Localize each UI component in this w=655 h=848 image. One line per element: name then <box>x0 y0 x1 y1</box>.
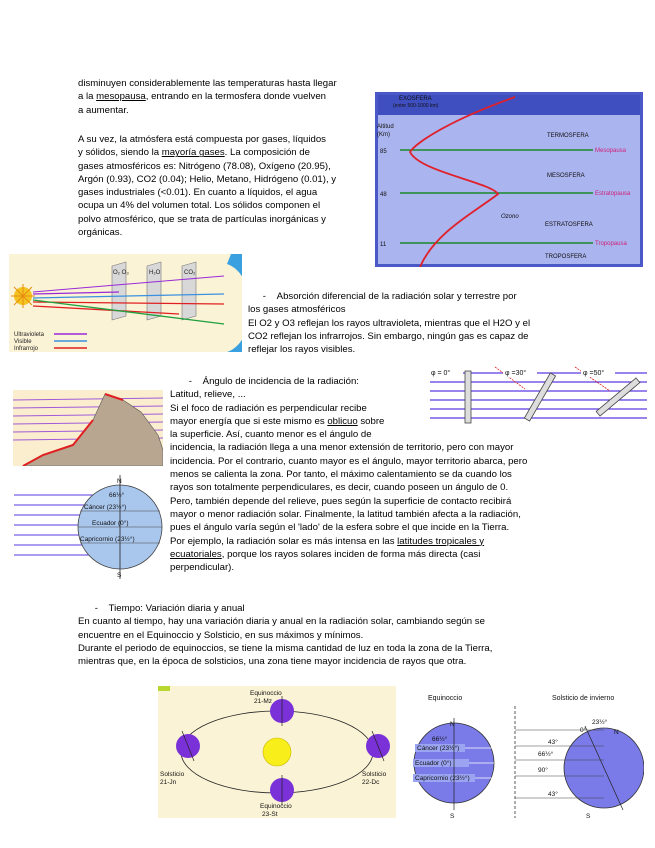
text-line: mientras que, en la época de solsticios, una zona tiene mayor incidencia de rayos que otra. <box>78 656 467 668</box>
gas-label-o2-o3: O₂ O₃ <box>113 270 129 276</box>
equinox-bottom-date: 23-St <box>262 811 278 818</box>
text-line: la superficie. Así, cuanto menor es el ángulo de <box>170 429 372 441</box>
exosfera-sub-label: (entre 500-1000 km) <box>393 103 439 109</box>
text-line: ocupa un 4% del volumen total. Los sólidos componen el <box>78 200 321 212</box>
sun-icon <box>263 738 291 766</box>
gas-absorption-figure <box>9 254 242 352</box>
angle-23-label: 23½° <box>592 719 608 726</box>
estratopausa-label: Estratopausa <box>595 191 631 197</box>
angle-43-label: 43° <box>548 739 558 746</box>
text-line: encuentre en el Equinoccio y Solsticio, en sus máximos y mínimos. <box>78 629 364 641</box>
text-line: orgánicas. <box>78 227 123 239</box>
angle-0-label: 0° <box>580 727 587 734</box>
legend-visible: Visible <box>14 339 32 345</box>
text-line: pues el ángulo varía según el 'lado' de la esfera sobre el que incide en la Tierra. <box>170 522 510 534</box>
angle-30-label: φ =30° <box>505 370 527 377</box>
km-label: (Km) <box>377 132 390 138</box>
lat-cancer-label: Cáncer (23½°) <box>84 504 127 511</box>
text-line: a aumentar. <box>78 104 129 116</box>
text-line: reflejar los rayos visibles. <box>248 344 356 356</box>
termosfera-label: TERMOSFERA <box>547 133 589 139</box>
text-line: El O2 y O3 reflejan los rayos ultravioleta, mientras que el H2O y el <box>248 317 531 329</box>
composition-paragraph <box>78 133 373 239</box>
south-label: S <box>450 813 455 820</box>
mesosfera-label: MESOSFERA <box>547 173 585 179</box>
legend-infrared: Infrarrojo <box>14 346 39 352</box>
solstice-north-label: N <box>614 729 619 736</box>
text-line: y sólidos, siendo la mayoría gases. La composición de <box>78 147 310 159</box>
lat-ecuador-label: Ecuador (0°) <box>92 520 129 527</box>
solstice-title: Solsticio de invierno <box>552 695 615 702</box>
angle-0-label: φ = 0° <box>431 370 451 377</box>
text-line: mayor energía que si este mismo es oblicuo sobre <box>170 415 385 427</box>
text-line: rayos son totalmente perpendiculares, es decir, cuando poseen un ángulo de 0. <box>170 482 509 494</box>
text-line: Por ejemplo, la radiación solar es más intensa en las latitudes tropicales y <box>170 535 485 547</box>
north-label: N <box>450 721 455 728</box>
solstice-right-label: Solsticio <box>362 771 387 778</box>
angle-90-label: 90° <box>538 767 548 774</box>
text-line: CO2 reflejan los infrarrojos. Sin embargo, ningún gas es capaz de <box>248 330 529 342</box>
text-line: Si el foco de radiación es perpendicular recibe <box>170 402 367 414</box>
section-heading: - Absorción diferencial de la radiación solar y terrestre por <box>262 291 517 302</box>
text-line: Durante el periodo de equinoccios, se tiene la misma cantidad de luz en toda la zona de la Tierra, <box>78 642 493 654</box>
underlined-term: oblicuo <box>327 415 358 427</box>
tropopausa-label: Tropopausa <box>595 241 627 247</box>
text-line: incidencia, la radiación llega a una menor extensión de territorio, pero con mayor <box>170 442 514 454</box>
south-label: S <box>117 572 122 579</box>
solstice-left-label: Solsticio <box>160 771 185 778</box>
text-line: En cuanto al tiempo, hay una variación diaria y anual en la radiación solar, cambiando según se <box>78 616 485 628</box>
lat-66-label: 66½° <box>109 492 125 499</box>
altitude-85: 85 <box>380 149 387 155</box>
altitude-label: Altitud <box>377 124 394 130</box>
text-line: gases atmosféricos es: Nitrógeno (78.08), Oxígeno (20.95), <box>78 160 331 172</box>
lat-cancer-label: Cáncer (23½°) <box>417 745 460 752</box>
legend-ultraviolet: Ultravioleta <box>14 332 45 338</box>
text-line: disminuyen considerablemente las temperaturas hasta llegar <box>78 78 337 89</box>
text-line: polvo atmosférico, que se trata de partículas inorgánicas y <box>78 213 326 225</box>
earth-orbit-figure <box>158 686 396 818</box>
solstice-right-date: 22-Dc <box>362 779 380 786</box>
troposfera-label: TROPOSFERA <box>545 254 587 260</box>
text-line: Pero, también depende del relieve, pues según la superficie de contacto recibirá <box>170 495 512 507</box>
equinox-bottom-label: Equinoccio <box>260 803 292 810</box>
text-line: menos se calienta la zona. Por tanto, el máximo calentamiento se da cuando los <box>170 469 512 481</box>
text-line: ecuatoriales, porque los rayos solares inciden de forma más directa (casi <box>170 548 481 560</box>
text-line: Argón (0.93), CO2 (0.04); Helio, Metano, Hidrógeno (0.01), y <box>78 173 337 185</box>
text-line: gases industriales (<0.01). En cuanto a líquidos, el agua <box>78 187 318 199</box>
lat-ecuador-label: Ecuador (0°) <box>415 760 452 767</box>
solstice-south-label: S <box>586 813 591 820</box>
equinox-top-label: Equinoccio <box>250 690 282 697</box>
angle-50-label: φ =50° <box>583 370 605 377</box>
equinox-solstice-figure <box>410 688 644 823</box>
gas-label-h2o: H₂O <box>149 270 161 276</box>
exosfera-label: EXOSFERA <box>399 96 432 102</box>
underlined-term: latitudes tropicales y <box>397 535 485 547</box>
altitude-48: 48 <box>380 192 387 198</box>
relief-figure <box>13 390 163 466</box>
section-heading: - Tiempo: Variación diaria y anual <box>94 603 245 614</box>
atmosphere-layers-figure <box>375 92 643 267</box>
section-heading-cont: los gases atmosféricos <box>248 304 346 316</box>
lat-capricornio-label: Capricornio (23½°) <box>80 536 135 543</box>
absorption-section <box>248 290 593 356</box>
time-section <box>78 602 578 668</box>
text-line: perpendicular). <box>170 562 234 574</box>
text-line: A su vez, la atmósfera está compuesta por gases, líquidos <box>78 134 326 145</box>
angle-43b-label: 43° <box>548 791 558 798</box>
intro-paragraph <box>78 77 373 117</box>
underlined-term: mayoría gases <box>161 147 225 159</box>
equinox-title: Equinoccio <box>428 695 463 702</box>
ozono-label: Ozono <box>501 214 519 220</box>
angle-66-label: 66½° <box>538 751 554 758</box>
underlined-term: ecuatoriales <box>170 548 222 560</box>
underlined-term: mesopausa <box>96 91 146 103</box>
text-line: a la mesopausa, entrando en la termosfera donde vuelven <box>78 91 327 103</box>
latitude-globe-figure <box>14 475 164 580</box>
lat-capricornio-label: Capricornio (23½°) <box>415 775 470 782</box>
solstice-left-date: 21-Jn <box>160 779 177 786</box>
section-subheading: Latitud, relieve, ... <box>170 389 246 401</box>
north-label: N <box>117 478 122 485</box>
altitude-11: 11 <box>380 242 387 248</box>
lat-66-label: 66½° <box>432 736 448 743</box>
estratosfera-label: ESTRATOSFERA <box>545 222 593 228</box>
text-line: mayor o menor radiación solar. Finalmente, la latitud también afecta a la radiación, <box>170 508 521 520</box>
mesopausa-label: Mesopausa <box>595 148 627 154</box>
section-heading: - Ángulo de incidencia de la radiación: <box>188 376 359 387</box>
gas-label-co2: CO₂ <box>184 270 196 276</box>
text-line: incidencia. Por el contrario, cuanto mayor es el ángulo, mayor territorio abarca, pero <box>170 455 528 467</box>
incidence-section <box>170 375 590 574</box>
equinox-top-date: 21-Mz <box>254 698 273 705</box>
